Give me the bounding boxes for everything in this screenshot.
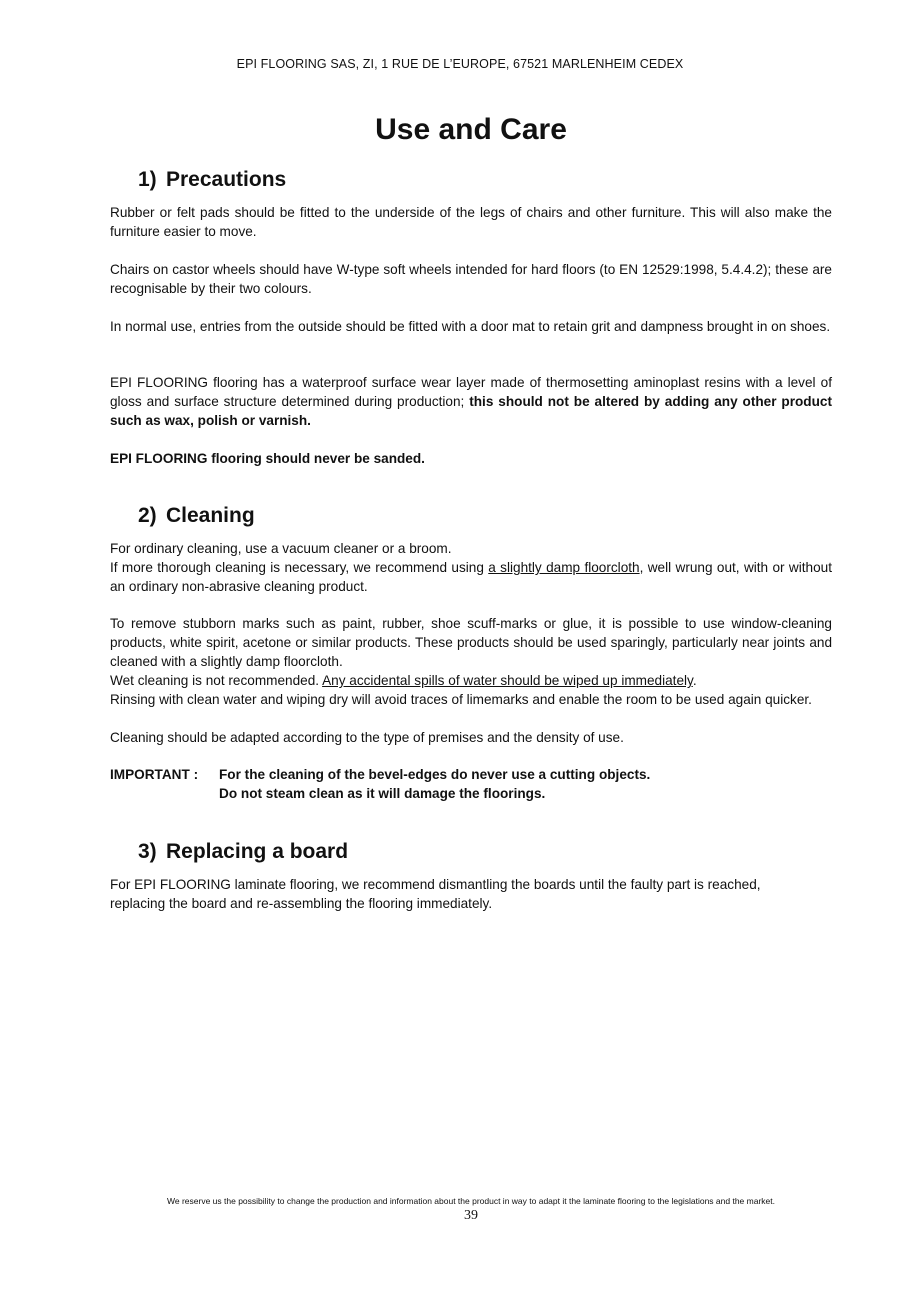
precautions-paragraph-door-mat: In normal use, entries from the outside should be fitted with a door mat to retain grit and dampness brought in on shoes. <box>110 319 831 334</box>
section-heading-cleaning <box>138 504 255 528</box>
cleaning-paragraph-stubborn-marks: To remove stubborn marks such as paint, rubber, shoe scuff-marks or glue, it is possible to use window-cleaning products, white spirit, acetone or similar products. These products should be used sparingly, particularly near joints and cleaned with a slightly damp floorcloth. <box>110 616 832 669</box>
wet-cleaning-period: . <box>692 673 697 688</box>
precautions-never-sand-warning: EPI FLOORING flooring should never be sanded. <box>110 451 425 466</box>
precautions-paragraph-castor-wheels: Chairs on castor wheels should have W-type soft wheels intended for hard floors (to EN 12529:1998, 5.4.4.2); these are recognisable by their two colours. <box>110 262 832 296</box>
surface-layer-warning: this should not be altered by adding any other product such as wax, polish or varnish. <box>110 394 833 428</box>
important-bevel-edges: For the cleaning of the bevel-edges do never use a cutting objects. <box>219 767 651 782</box>
cleaning-ordinary-line: For ordinary cleaning, use a vacuum cleaner or a broom. <box>110 541 452 556</box>
section-title: Replacing a board <box>166 840 349 863</box>
replacing-line-2: replacing the board and re-assembling the flooring immediately. <box>110 896 493 911</box>
footer-disclaimer: We reserve us the possibility to change the production and information about the product in way to adapt it the laminate flooring to the legislations and the market. <box>167 1196 775 1206</box>
section-title: Precautions <box>166 168 287 191</box>
section-heading-replacing <box>138 840 348 864</box>
precautions-paragraph-pads: Rubber or felt pads should be fitted to the underside of the legs of chairs and other furniture. This will also make the furniture easier to move. <box>110 205 832 239</box>
page-number: 39 <box>464 1208 478 1223</box>
cleaning-paragraph-rinsing: Rinsing with clean water and wiping dry will avoid traces of limemarks and enable the room to be used again quicker. <box>110 692 812 707</box>
section-number: 1) <box>138 168 157 191</box>
replacing-paragraph <box>110 875 832 913</box>
cleaning-paragraph-adapted: Cleaning should be adapted according to the type of premises and the density of use. <box>110 730 624 745</box>
wet-cleaning-text: Wet cleaning is not recommended. <box>110 673 323 688</box>
page-header-address: EPI FLOORING SAS, ZI, 1 RUE DE L’EUROPE, 67521 MARLENHEIM CEDEX <box>236 57 684 71</box>
cleaning-paragraph-wet-cleaning <box>110 671 832 690</box>
section-heading-precautions <box>138 168 286 192</box>
cleaning-paragraph-ordinary <box>110 539 832 596</box>
cleaning-thorough-text: If more thorough cleaning is necessary, we recommend using <box>110 560 489 575</box>
page-title: Use and Care <box>375 113 567 146</box>
section-number: 2) <box>138 504 157 527</box>
spills-warning-underlined: Any accidental spills of water should be wiped up immediately <box>322 673 693 688</box>
precautions-paragraph-surface-layer <box>110 373 832 430</box>
damp-floorcloth-underlined: a slightly damp floorcloth <box>488 560 640 575</box>
cleaning-thorough-text-end: , well wrung out, with or without an ordinary non-abrasive cleaning product. <box>110 560 832 594</box>
surface-layer-text: EPI FLOORING flooring has a waterproof surface wear layer made of thermosetting aminoplast resins with a level of gloss and surface structure determined during production; <box>110 375 832 409</box>
replacing-line-1: For EPI FLOORING laminate flooring, we recommend dismantling the boards until the faulty part is reached, <box>110 877 761 892</box>
important-steam-clean: Do not steam clean as it will damage the floorings. <box>219 786 546 801</box>
section-number: 3) <box>138 840 157 863</box>
important-label: IMPORTANT : <box>110 767 199 782</box>
section-title: Cleaning <box>166 504 255 527</box>
